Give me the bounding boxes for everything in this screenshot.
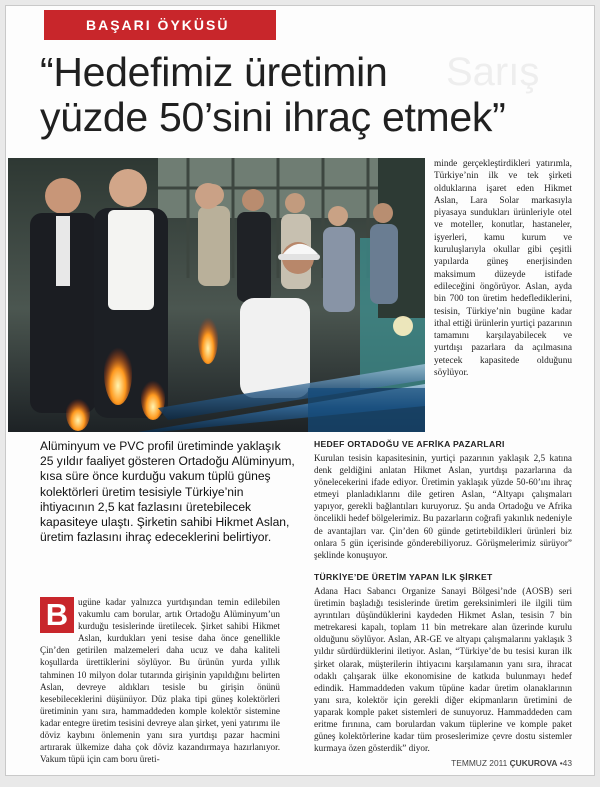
headline-line-2: yüzde 50’sini ihraç etmek” [40, 94, 506, 140]
body-column-1 [40, 596, 280, 765]
page-footer [451, 758, 572, 768]
dropcap: B [40, 597, 74, 633]
lead-text: Alüminyum ve PVC profil üretiminde yaklaşık 25 yıldır faaliyet gösteren Ortadoğu Alüminyum, kısa süre önce kurduğu vakum tüplü güneş kolektörleri üretim tesisiyle Türkiye’nin ihtiyacının 2,5 kat fazlasını üretebilecek kapasiteye ulaştı. Şirketin sahibi Hikmet Aslan, üretim fazlasını ihraç edeceklerini belirtiyor. [40, 439, 295, 545]
section1-body [314, 452, 572, 561]
factory-visit-photo [8, 158, 425, 432]
section2-heading: TÜRKİYE’DE ÜRETİM YAPAN İLK ŞİRKET [314, 572, 493, 582]
section2-text: Adana Hacı Sabancı Organize Sanayi Bölgesi’nde (AOSB) seri üretimin başladığı tesislerinde üretim gereksinimleri ile ilgili tüm ayrıntıları düşündüklerini kaydeden Hikmet Aslan, tesisin 7 bin metrekaresi kapalı, toplam 11 bin metrekare alan üzerinde kurulu olduğunu söylüyor. Aslan, AR-GE ve altyapı çalışmalarını yaklaşık 3 yıldır sürdürdüklerini iletiyor. Aslan, “Türkiye’de bu tesisi kuran ilk şirket olarak, müşterilerin ihtiyacını karşılamanın yanı sıra, ihracat odaklı çalışarak ülke ekonomisine de katkıda bulunmayı hedef edindik. Hammaddeden vakum tüpüne kadar üretim olanaklarının yanı sıra, kolektör için gerekli diğer ekipmanların üretimini de yaparak komple paket sistemleri de sunuyoruz. Hammaddeden cam eritme fırınına, cam borulardan vakum tüplerine ve komple paket güneş kolektörlerine kadar tüm proseslerimize çevre dostu sistemler kurmaya özen gösterdik” diyor. [314, 586, 572, 754]
section2-body [314, 585, 572, 754]
right-column [434, 158, 572, 379]
photo-illustration [8, 158, 425, 432]
intro-text: ugüne kadar yalnızca yurtdışından temin edilebilen vakumlu cam borular, artık Ortadoğu Alüminyum’un kurduğu tesislerinde üretilecek. Şirket sahibi Hikmet Aslan, kurdukları yeni tesise daha önce genellikle Çin’den getirilen malzemeleri daha ucuz ve daha kaliteli koşullarda ürettiklerini söylüyor. Bu ürünün yurda yıllık tahminen 10 milyon dolar tutarında girişinin yapıldığını belirten Aslan, devreye aldıkları tesisle bu girişin önünü kesebileceklerini düşünüyor. Düz plaka tipi güneş kolektörleri üretiminin yanı sıra, hammaddeden komple kolektör sistemine kadar entegre üretim tesisini devreye alan şirket, yeni yatırımı ile döviz kaybını önlemenin yanı sıra yurtdışı pazar hacmini artırarak ülkemize daha çok döviz kazandırmaya hazırlanıyor. Vakum tüpü için cam boru üreti- [40, 597, 280, 765]
section-banner: BAŞARI ÖYKÜSÜ [44, 10, 276, 40]
section1-text: Kurulan tesisin kapasitesinin, yurtiçi pazarının yaklaşık 2,5 katına denk geldiğini anlatan Hikmet Aslan, yurtdışı pazarlarına da yönelecekerini ifade ediyor. Üretimin yaklaşık yüzde 50-60’ını ihraç etmeyi planladıklarını dile getiren Aslan, “Altyapı çalışmaları yapıyor, gerekli bağlantıları kuruyoruz. Şu anda Ortadoğu ve Afrika öncelikli hedef bölgelerimiz. Bu pazarların coğrafi yakınlık nedeniyle de avantajları var. Çin’den 60 günde getirtebildikleri ürünleri biz onlara 5 gün içerisinde gönderebiliyoruz. Görüşmelerimiz sürüyor” şeklinde konuşuyor. [314, 453, 572, 560]
intro-paragraph [40, 596, 280, 765]
headline [40, 50, 570, 140]
lead-paragraph [40, 439, 296, 545]
right-column-text: minde gerçekleştirdikleri yatırımla, Türkiye’nin ilk ve tek şirketi olduklarına işaret eden Hikmet Aslan, Lara Solar markasıyla piyasaya sundukları ürünleriyle otel ve moteller, konutlar, hastaneler, işyerleri, kamu kurum ve kuruluşlarıyla okullar gibi çeşitli yapılarda güneş enerjisinden maksimum düzeyde istifade edileceğini öngörüyor. Aslan, ayda bin 700 ton üretim hedeflediklerini, tesisin, Türkiye’nin bugüne kadar ithal ettiği ürünlerin yurtiçi pazarının tamamını karşılayabilecek ve yurtdışı pazarlara da açılmasına yetecek kapasitede olduğunu söylüyor. [434, 159, 572, 379]
magazine-page [6, 6, 594, 775]
section1-heading: HEDEF ORTADOĞU VE AFRİKA PAZARLARI [314, 439, 505, 449]
footer-date: TEMMUZ 2011 [451, 758, 508, 768]
headline-line-1: “Hedefimiz üretimin [40, 49, 388, 95]
ghost-title: Sarış [446, 50, 540, 94]
footer-page-number: 43 [562, 758, 572, 768]
footer-separator: • [559, 758, 563, 768]
footer-magazine: ÇUKUROVA [509, 758, 558, 768]
